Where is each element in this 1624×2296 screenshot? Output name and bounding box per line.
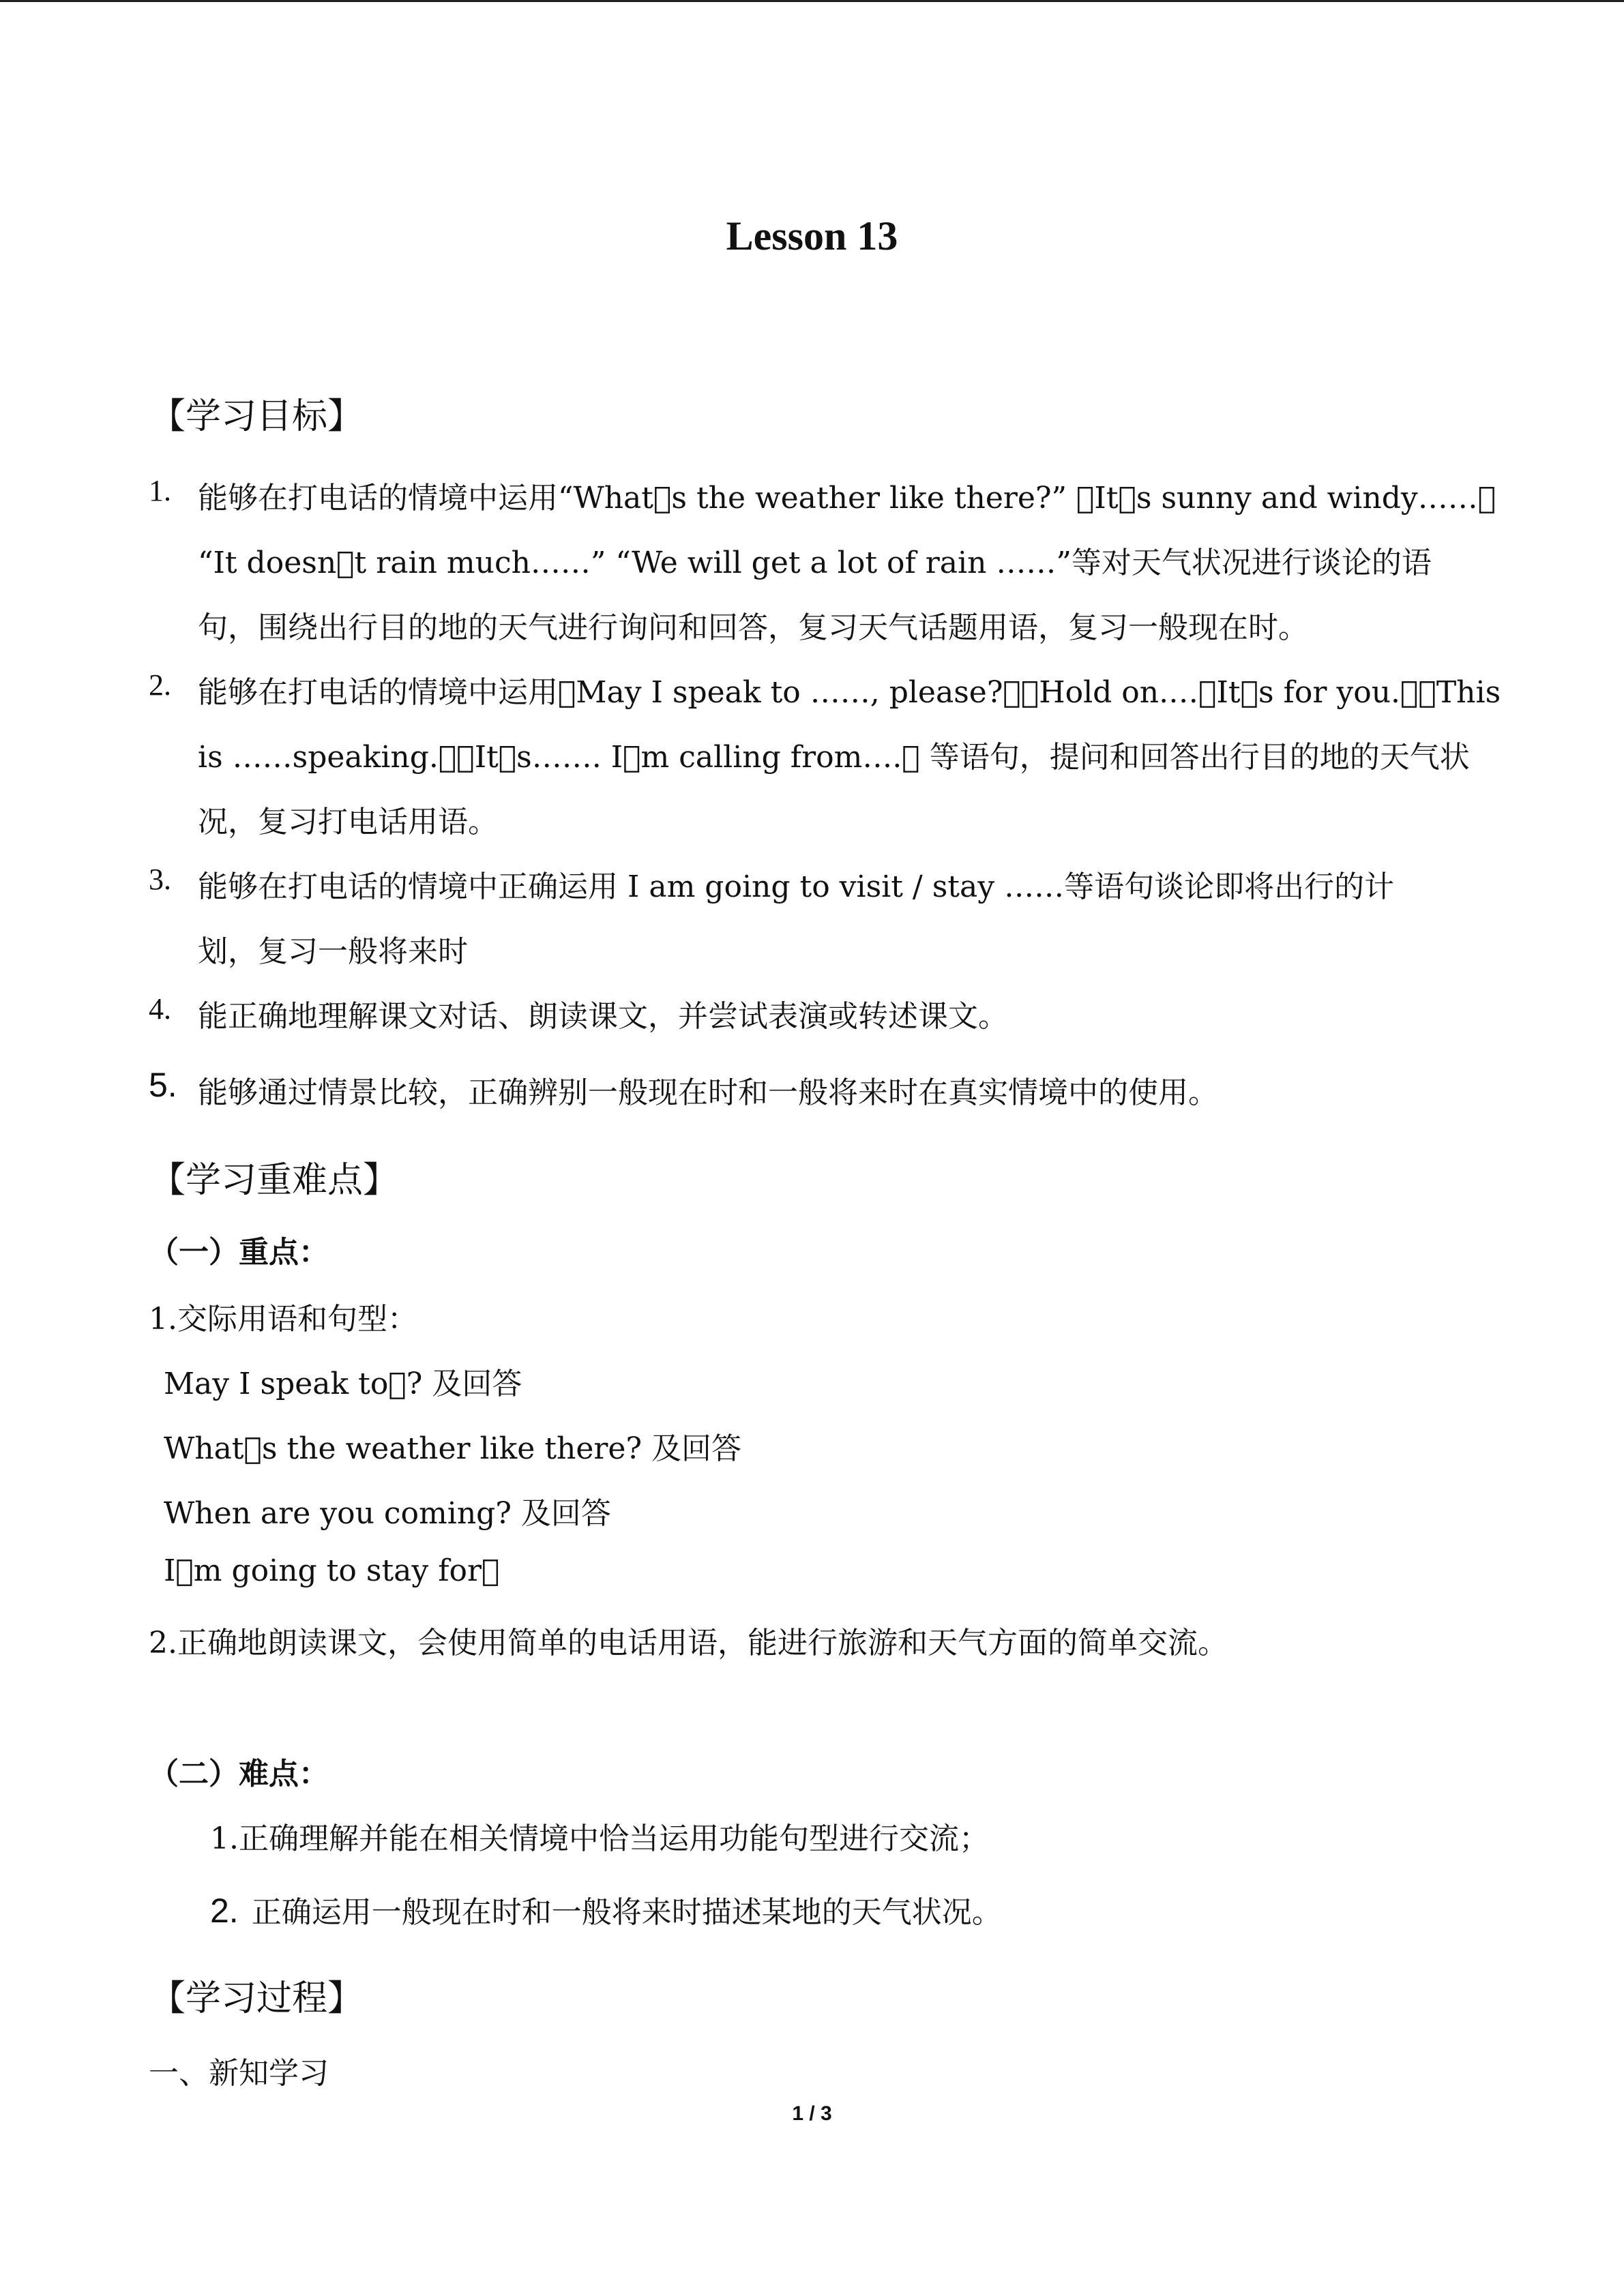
objective-number: 3.: [149, 863, 171, 896]
key-point-1: 1.交际用语和句型：: [149, 1302, 417, 1337]
difficult-point-1: 1.正确理解并能在相关情境中恰当运用功能句型进行交流；: [210, 1821, 989, 1856]
objective-line: 能够通过情景比较，正确辨别一般现在时和一般将来时在真实情境中的使用。: [198, 1075, 1218, 1110]
objective-number: 4.: [149, 992, 171, 1026]
key-point-2: 2.正确地朗读课文，会使用简单的电话用语，能进行旅游和天气方面的简单交流。: [149, 1626, 1228, 1660]
difficult-points-heading: （二）难点：: [149, 1757, 329, 1791]
objective-line: “It doesn t rain much……” “We will get a lot of rain ……”等对天气状况进行谈论的语: [198, 546, 1432, 580]
difficult-point-2: [210, 1888, 1002, 1931]
key-phrase: May I speak to ? 及回答: [164, 1367, 522, 1401]
objective-number: 5.: [149, 1066, 177, 1104]
objective-number: 1.: [149, 474, 171, 507]
key-points-heading: （一）重点：: [149, 1235, 329, 1270]
objective-line: 况，复习打电话用语。: [198, 805, 498, 839]
key-phrase: What s the weather like there? 及回答: [164, 1431, 742, 1466]
objective-line: 句，围绕出行目的地的天气进行询问和回答，复习天气话题用语，复习一般现在时。: [198, 610, 1308, 645]
page-top-border: [0, 0, 1624, 2]
section-heading-objectives: 【学习目标】: [150, 396, 364, 437]
section-heading-key-points: 【学习重难点】: [150, 1160, 399, 1201]
objective-line: is ……speaking.  It s……. I m calling from….  等语句，提问和回答出行目的地的天气状: [198, 740, 1470, 775]
process-item-1: 一、新知学习: [149, 2056, 329, 2091]
key-phrase: I m going to stay for : [164, 1553, 500, 1588]
page-title: Lesson 13: [726, 213, 898, 258]
objective-line: 能够在打电话的情境中正确运用 I am going to visit / stay ……等语句谈论即将出行的计: [198, 869, 1395, 904]
objective-line: 能够在打电话的情境中运用 May I speak to ……, please?  Hold on.…，It s for you.  This: [198, 675, 1501, 710]
difficult-point-text: 正确运用一般现在时和一般将来时描述某地的天气状况。: [251, 1895, 1002, 1930]
page-number: 1 / 3: [792, 2102, 832, 2125]
section-heading-process: 【学习过程】: [150, 1978, 364, 2019]
objective-line: 划，复习一般将来时: [198, 934, 468, 969]
difficult-point-number: 2.: [210, 1892, 239, 1930]
objective-line: 能够在打电话的情境中运用“What s the weather like there?”  It s sunny and windy…… : [198, 481, 1496, 516]
key-phrase: When are you coming? 及回答: [164, 1496, 611, 1531]
objective-line: 能正确地理解课文对话、朗读课文，并尝试表演或转述课文。: [198, 999, 1008, 1034]
objective-number: 2.: [149, 668, 171, 702]
